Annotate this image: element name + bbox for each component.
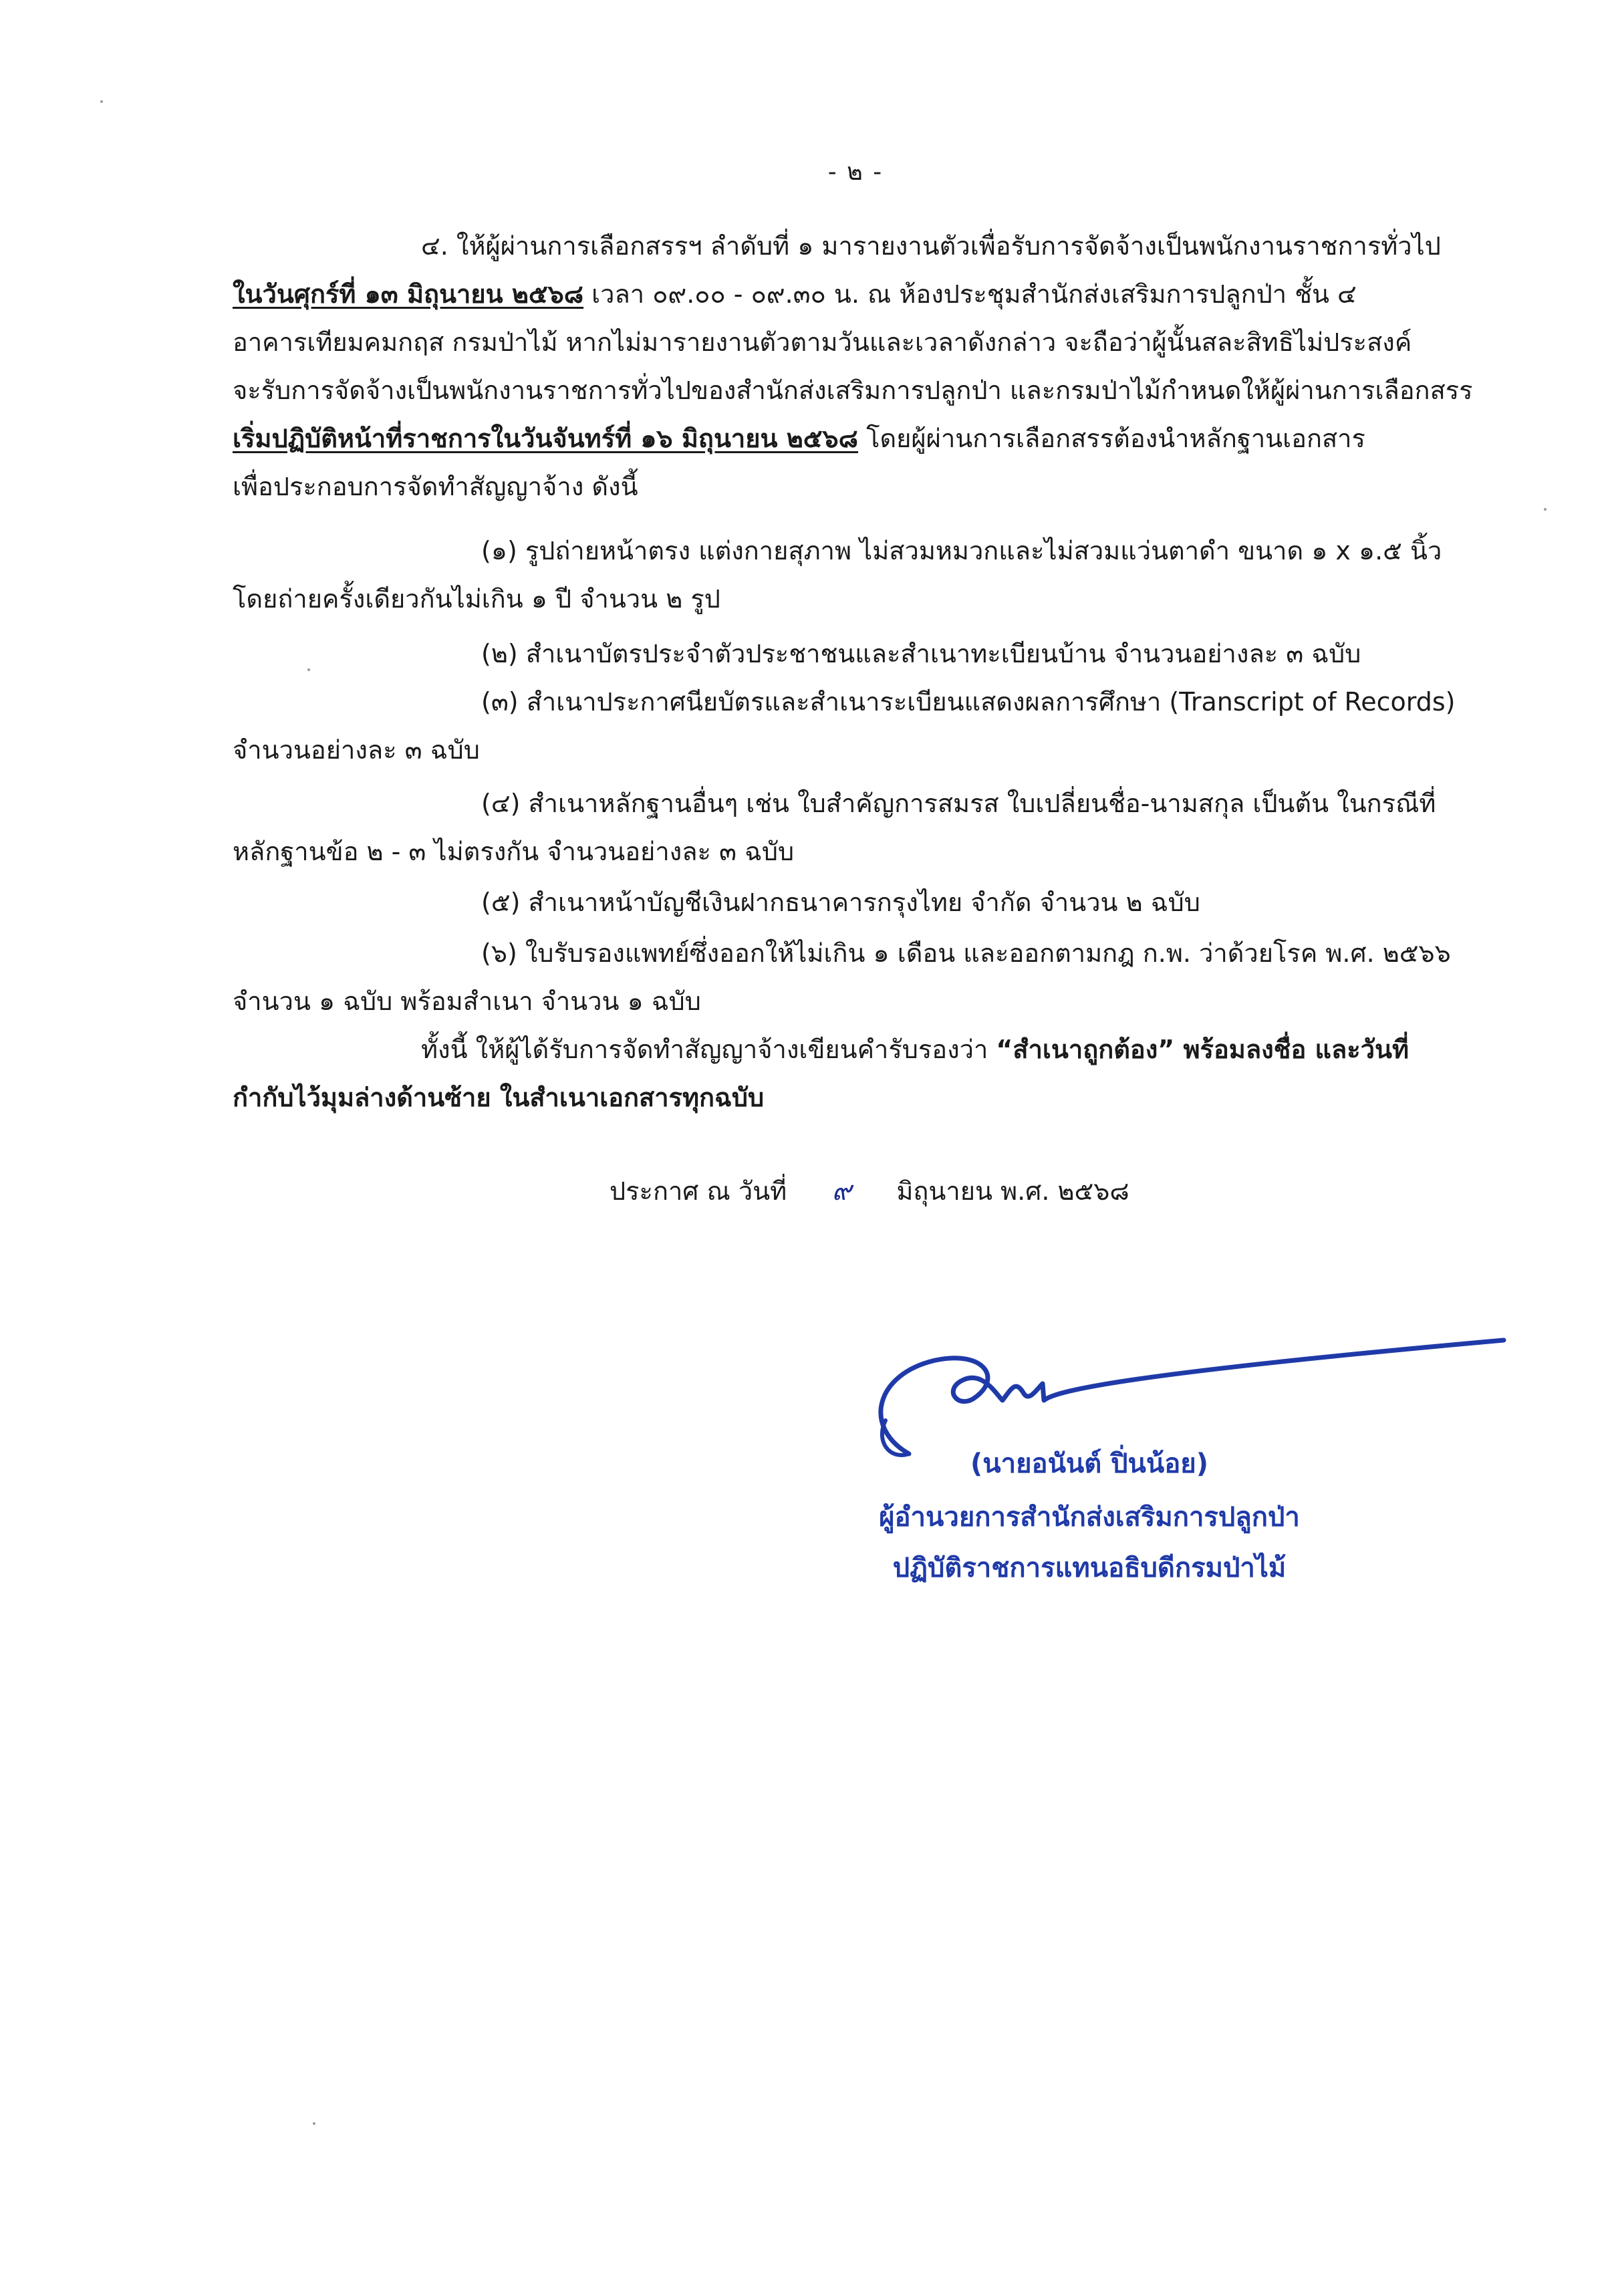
- item-6-cont: จำนวน ๑ ฉบับ พร้อมสำเนา จำนวน ๑ ฉบับ: [233, 987, 701, 1016]
- item-3: (๓) สำเนาประกาศนียบัตรและสำเนาระเบียนแสดงผลการศึกษา (Transcript of Records): [481, 687, 1456, 717]
- announcement-day: ๙: [831, 1176, 851, 1206]
- item-1: (๑) รูปถ่ายหน้าตรง แต่งกายสุภาพ ไม่สวมหมวกและไม่สวมแว่นตาดำ ขนาด ๑ x ๑.๕ นิ้ว: [481, 536, 1442, 565]
- para4-line6: เพื่อประกอบการจัดทำสัญญาจ้าง ดังนี้: [233, 472, 638, 501]
- announcement-suffix: มิถุนายน พ.ศ. ๒๕๖๘: [896, 1176, 1129, 1206]
- announcement-date: [610, 1171, 1129, 1211]
- item-4-cont: หลักฐานข้อ ๒ - ๓ ไม่ตรงกัน จำนวนอย่างละ ๓ ฉบับ: [233, 837, 795, 866]
- item-2: (๒) สำเนาบัตรประจำตัวประชาชนและสำเนาทะเบียนบ้าน จำนวนอย่างละ ๓ ฉบับ: [481, 639, 1361, 668]
- para4-line1: ๔. ให้ผู้ผ่านการเลือกสรรฯ ลำดับที่ ๑ มารายงานตัวเพื่อรับการจัดจ้างเป็นพนักงานราชการทั่วไป: [421, 231, 1441, 261]
- para4-line5-rest: โดยผู้ผ่านการเลือกสรรต้องนำหลักฐานเอกสาร: [857, 424, 1365, 453]
- item-3-cont: จำนวนอย่างละ ๓ ฉบับ: [233, 735, 480, 765]
- closing-line1-pre: ทั้งนี้ ให้ผู้ได้รับการจัดทำสัญญาจ้างเขียนคำรับรองว่า: [421, 1035, 996, 1064]
- para4-line4: จะรับการจัดจ้างเป็นพนักงานราชการทั่วไปของสำนักส่งเสริมการปลูกป่า และกรมป่าไม้กำหนดให้ผู้ผ่านการเลือกสรร: [233, 376, 1473, 405]
- para4-line5: [233, 418, 1490, 459]
- signatory-title2: ปฏิบัติราชการแทนอธิบดีกรมป่าไม้: [892, 1553, 1287, 1583]
- para4-line2: [233, 274, 1490, 314]
- closing-line1: [421, 1029, 1490, 1069]
- scan-speck: [1544, 508, 1547, 511]
- scan-speck: [313, 2122, 315, 2125]
- item-6: (๖) ใบรับรองแพทย์ซึ่งออกให้ไม่เกิน ๑ เดือน และออกตามกฎ ก.พ. ว่าด้วยโรค พ.ศ. ๒๕๖๖: [481, 938, 1451, 968]
- scan-speck: [307, 668, 310, 671]
- report-date-emphasis: ในวันศุกร์ที่ ๑๓ มิถุนายน ๒๕๖๘: [233, 279, 584, 309]
- signatory-name: (นายอนันต์ ปิ่นน้อย): [970, 1448, 1208, 1479]
- signatory-title1: ผู้อำนวยการสำนักส่งเสริมการปลูกป่า: [879, 1502, 1300, 1533]
- para4-line3: อาคารเทียมคมกฤส กรมป่าไม้ หากไม่มารายงานตัวตามวันและเวลาดังกล่าว จะถือว่าผู้นั้นสละสิทธิไม่ประสงค์: [233, 328, 1412, 357]
- para4-line2-rest: เวลา ๐๙.๐๐ - ๐๙.๓๐ น. ณ ห้องประชุมสำนักส่งเสริมการปลูกป่า ชั้น ๔: [583, 279, 1357, 309]
- start-date-emphasis: เริ่มปฏิบัติหน้าที่ราชการในวันจันทร์ที่ ๑๖ มิถุนายน ๒๕๖๘: [233, 424, 858, 453]
- closing-line1-bold: “สำเนาถูกต้อง” พร้อมลงชื่อ และวันที่: [996, 1035, 1410, 1064]
- item-1-cont: โดยถ่ายครั้งเดียวกันไม่เกิน ๑ ปี จำนวน ๒ รูป: [233, 584, 720, 614]
- scan-speck: [100, 100, 103, 103]
- item-4: (๔) สำเนาหลักฐานอื่นๆ เช่น ใบสำคัญการสมรส ใบเปลี่ยนชื่อ-นามสกุล เป็นต้น ในกรณีที่: [481, 789, 1436, 818]
- item-5: (๕) สำเนาหน้าบัญชีเงินฝากธนาคารกรุงไทย จำกัด จำนวน ๒ ฉบับ: [481, 888, 1200, 917]
- page-number: - ๒ -: [827, 158, 884, 186]
- announcement-prefix: ประกาศ ณ วันที่: [610, 1176, 787, 1206]
- closing-line2: กำกับไว้มุมล่างด้านซ้าย ในสำเนาเอกสารทุกฉบับ: [233, 1083, 765, 1112]
